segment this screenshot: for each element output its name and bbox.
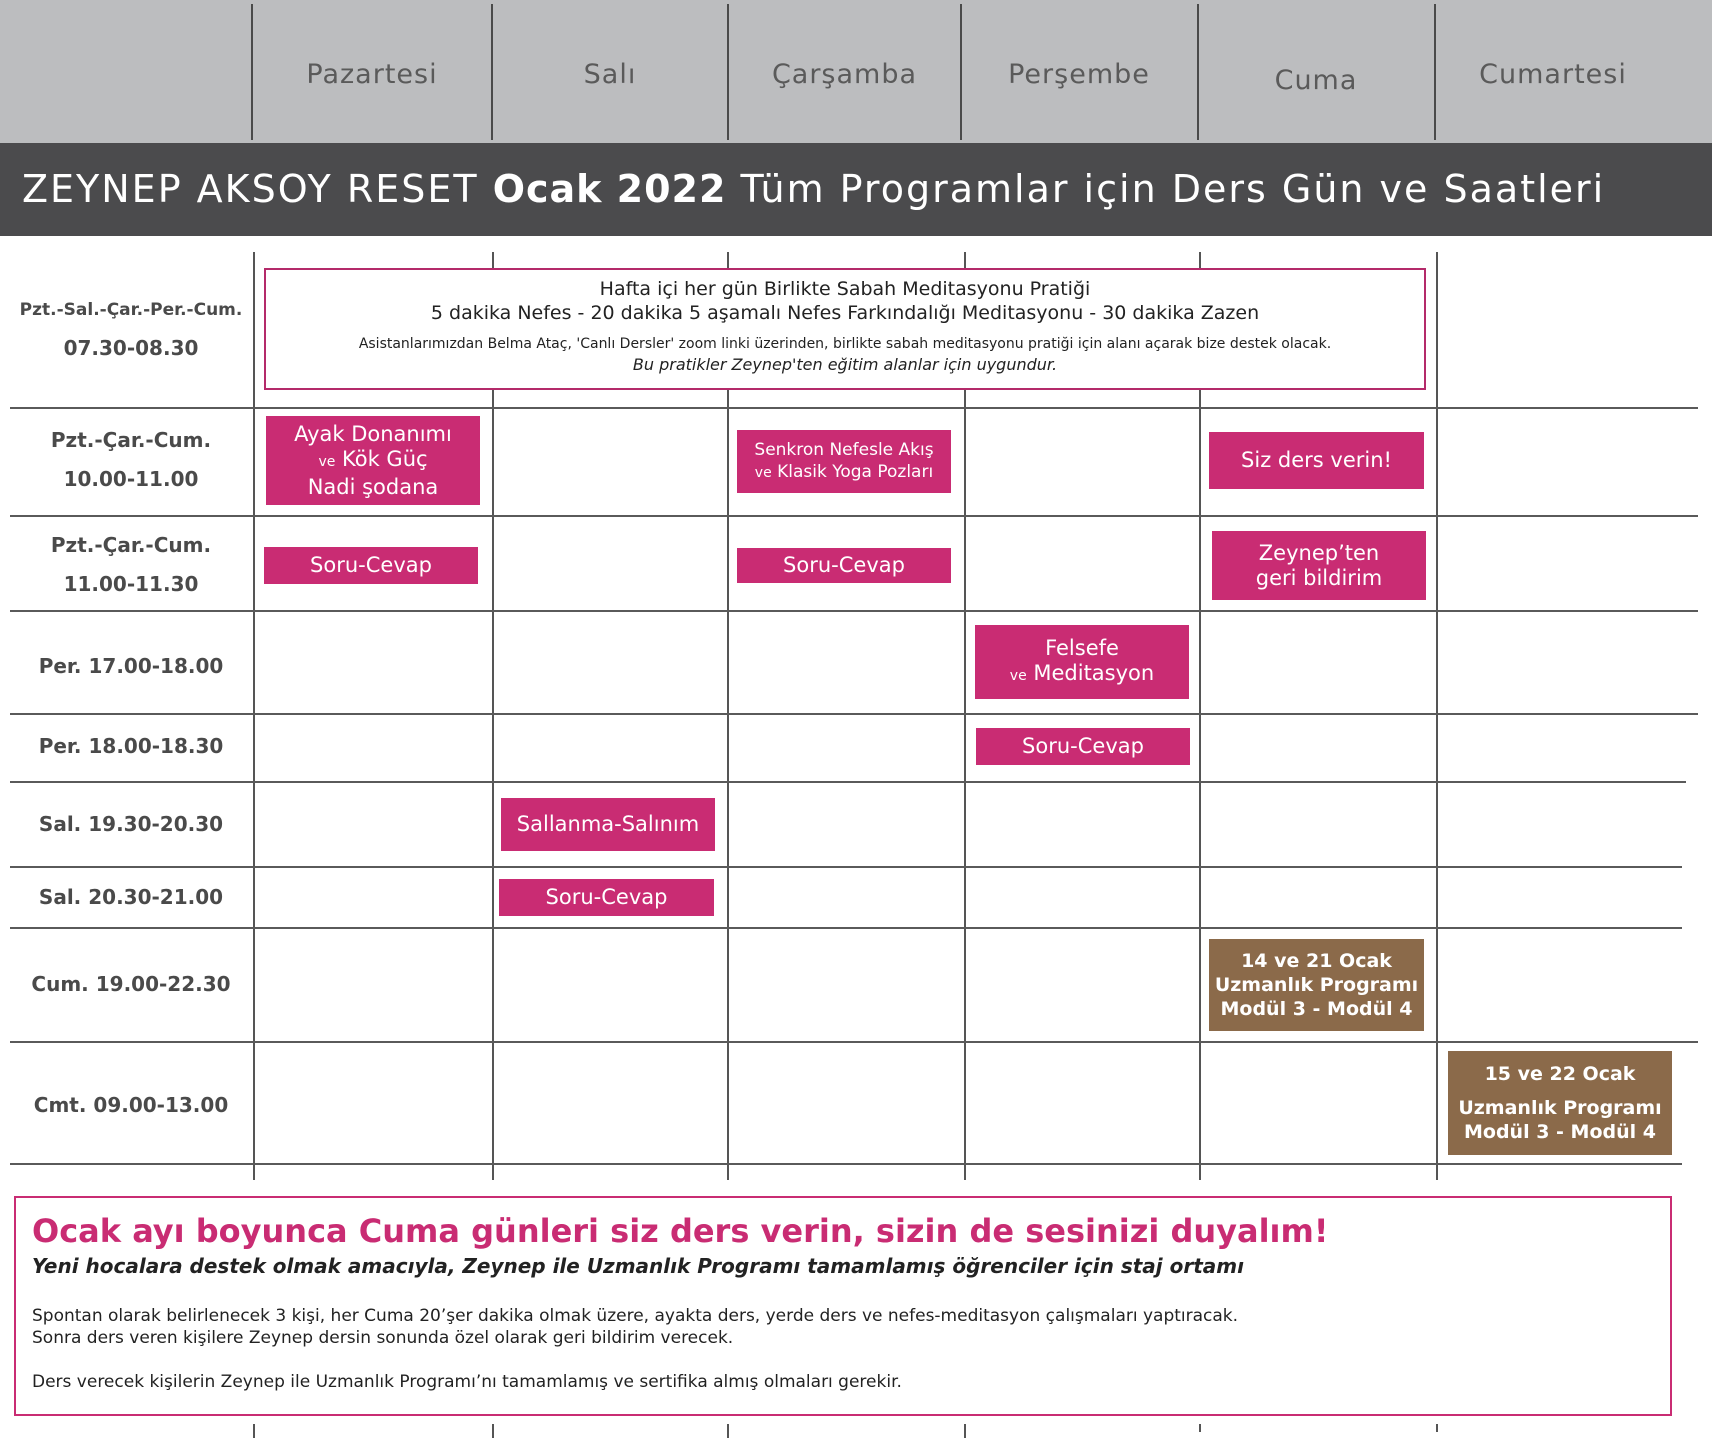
grid-line bbox=[10, 1041, 1698, 1043]
class-soru-cevap: Soru-Cevap bbox=[737, 548, 951, 583]
grid-tick bbox=[1436, 1424, 1438, 1432]
class-soru-cevap: Soru-Cevap bbox=[264, 547, 478, 584]
class-uzmanlik-cuma: 14 ve 21 Ocak Uzmanlık Programı Modül 3 - Modül 4 bbox=[1209, 939, 1424, 1031]
morning-suitability: Bu pratikler Zeynep'ten eğitim alanlar için uygundur. bbox=[632, 355, 1058, 374]
row-days: Pzt.-Sal.-Çar.-Per.-Cum. bbox=[19, 300, 243, 320]
row-label: Sal. 20.30-21.00 bbox=[38, 885, 224, 909]
note-paragraph: Spontan olarak belirlenecek 3 kişi, her Cuma 20’şer dakika olmak üzere, ayakta ders, yerde ders ve nefes-meditasyon çalışmaları yaptıracak. bbox=[32, 1306, 1239, 1326]
class-uzmanlik-cumartesi: 15 ve 22 Ocak Uzmanlık Programı Modül 3 - Modül 4 bbox=[1448, 1051, 1672, 1155]
row-time: 07.30-08.30 bbox=[63, 336, 199, 360]
row-label: Cmt. 09.00-13.00 bbox=[33, 1093, 229, 1117]
class-soru-cevap: Soru-Cevap bbox=[499, 879, 714, 916]
grid-tick bbox=[727, 1424, 729, 1438]
row-time: 11.00-11.30 bbox=[63, 572, 199, 596]
class-soru-cevap: Soru-Cevap bbox=[976, 728, 1190, 765]
class-ayak-donanimi: Ayak Donanımı ve Kök Güç Nadi şodana bbox=[266, 416, 480, 505]
note-subheading: Yeni hocalara destek olmak amacıyla, Zeynep ile Uzmanlık Programı tamamlamış öğrenciler için staj ortamı bbox=[32, 1254, 1244, 1278]
row-label: Per. 17.00-18.00 bbox=[38, 654, 224, 678]
friday-teaching-note bbox=[14, 1196, 1672, 1416]
day-tuesday: Salı bbox=[583, 59, 637, 90]
grid-line bbox=[10, 515, 1698, 517]
row-days: Pzt.-Çar.-Cum. bbox=[50, 533, 212, 557]
day-monday: Pazartesi bbox=[306, 59, 438, 90]
grid-tick bbox=[964, 1424, 966, 1438]
note-heading: Ocak ayı boyunca Cuma günleri siz ders verin, sizin de sesinizi duyalım! bbox=[32, 1212, 1329, 1250]
grid-tick bbox=[253, 1424, 255, 1438]
grid-line bbox=[10, 781, 1686, 783]
note-paragraph: Ders verecek kişilerin Zeynep ile Uzmanlık Programı’nı tamamlamış ve sertifika almış olmaları gerekir. bbox=[32, 1372, 902, 1392]
class-siz-ders-verin: Siz ders verin! bbox=[1209, 432, 1424, 489]
row-time: 10.00-11.00 bbox=[63, 467, 199, 491]
note-paragraph: Sonra ders veren kişilere Zeynep dersin sonunda özel olarak geri bildirim verecek. bbox=[32, 1328, 734, 1348]
row-label: Per. 18.00-18.30 bbox=[38, 734, 224, 758]
row-days: Pzt.-Çar.-Cum. bbox=[50, 428, 212, 452]
day-saturday: Cumartesi bbox=[1479, 59, 1627, 90]
grid-tick bbox=[1199, 1424, 1201, 1432]
day-friday: Cuma bbox=[1274, 65, 1358, 96]
day-wednesday: Çarşamba bbox=[771, 59, 918, 90]
grid-line bbox=[10, 713, 1698, 715]
row-label: Sal. 19.30-20.30 bbox=[38, 812, 224, 836]
morning-schedule: 5 dakika Nefes - 20 dakika 5 aşamalı Nefes Farkındalığı Meditasyonu - 30 dakika Zazen bbox=[430, 302, 1260, 324]
class-sallanma-salinim: Sallanma-Salınım bbox=[501, 798, 715, 851]
morning-meditation-box bbox=[264, 268, 1426, 390]
grid-line bbox=[10, 1163, 1682, 1165]
class-felsefe-meditasyon: Felsefe ve Meditasyon bbox=[975, 625, 1189, 699]
page-title: ZEYNEP AKSOY RESET Ocak 2022 Tüm Programlar için Ders Gün ve Saatleri bbox=[22, 167, 1606, 211]
grid-line bbox=[10, 407, 1698, 409]
grid-tick bbox=[492, 1424, 494, 1438]
class-zeynep-geri-bildirim: Zeynep’ten geri bildirim bbox=[1212, 531, 1426, 600]
row-label: Cum. 19.00-22.30 bbox=[31, 972, 231, 996]
morning-note: Asistanlarımızdan Belma Ataç, 'Canlı Dersler' zoom linki üzerinden, birlikte sabah meditasyonu pratiği için alanı açarak bize destek olacak. bbox=[358, 336, 1332, 352]
grid-line bbox=[10, 610, 1698, 612]
grid-line bbox=[10, 866, 1682, 868]
class-senkron-nefes: Senkron Nefesle Akış ve Klasik Yoga Pozları bbox=[737, 430, 951, 493]
grid-line bbox=[10, 927, 1682, 929]
day-thursday: Perşembe bbox=[1008, 59, 1150, 90]
morning-title: Hafta içi her gün Birlikte Sabah Meditasyonu Pratiği bbox=[599, 278, 1091, 300]
